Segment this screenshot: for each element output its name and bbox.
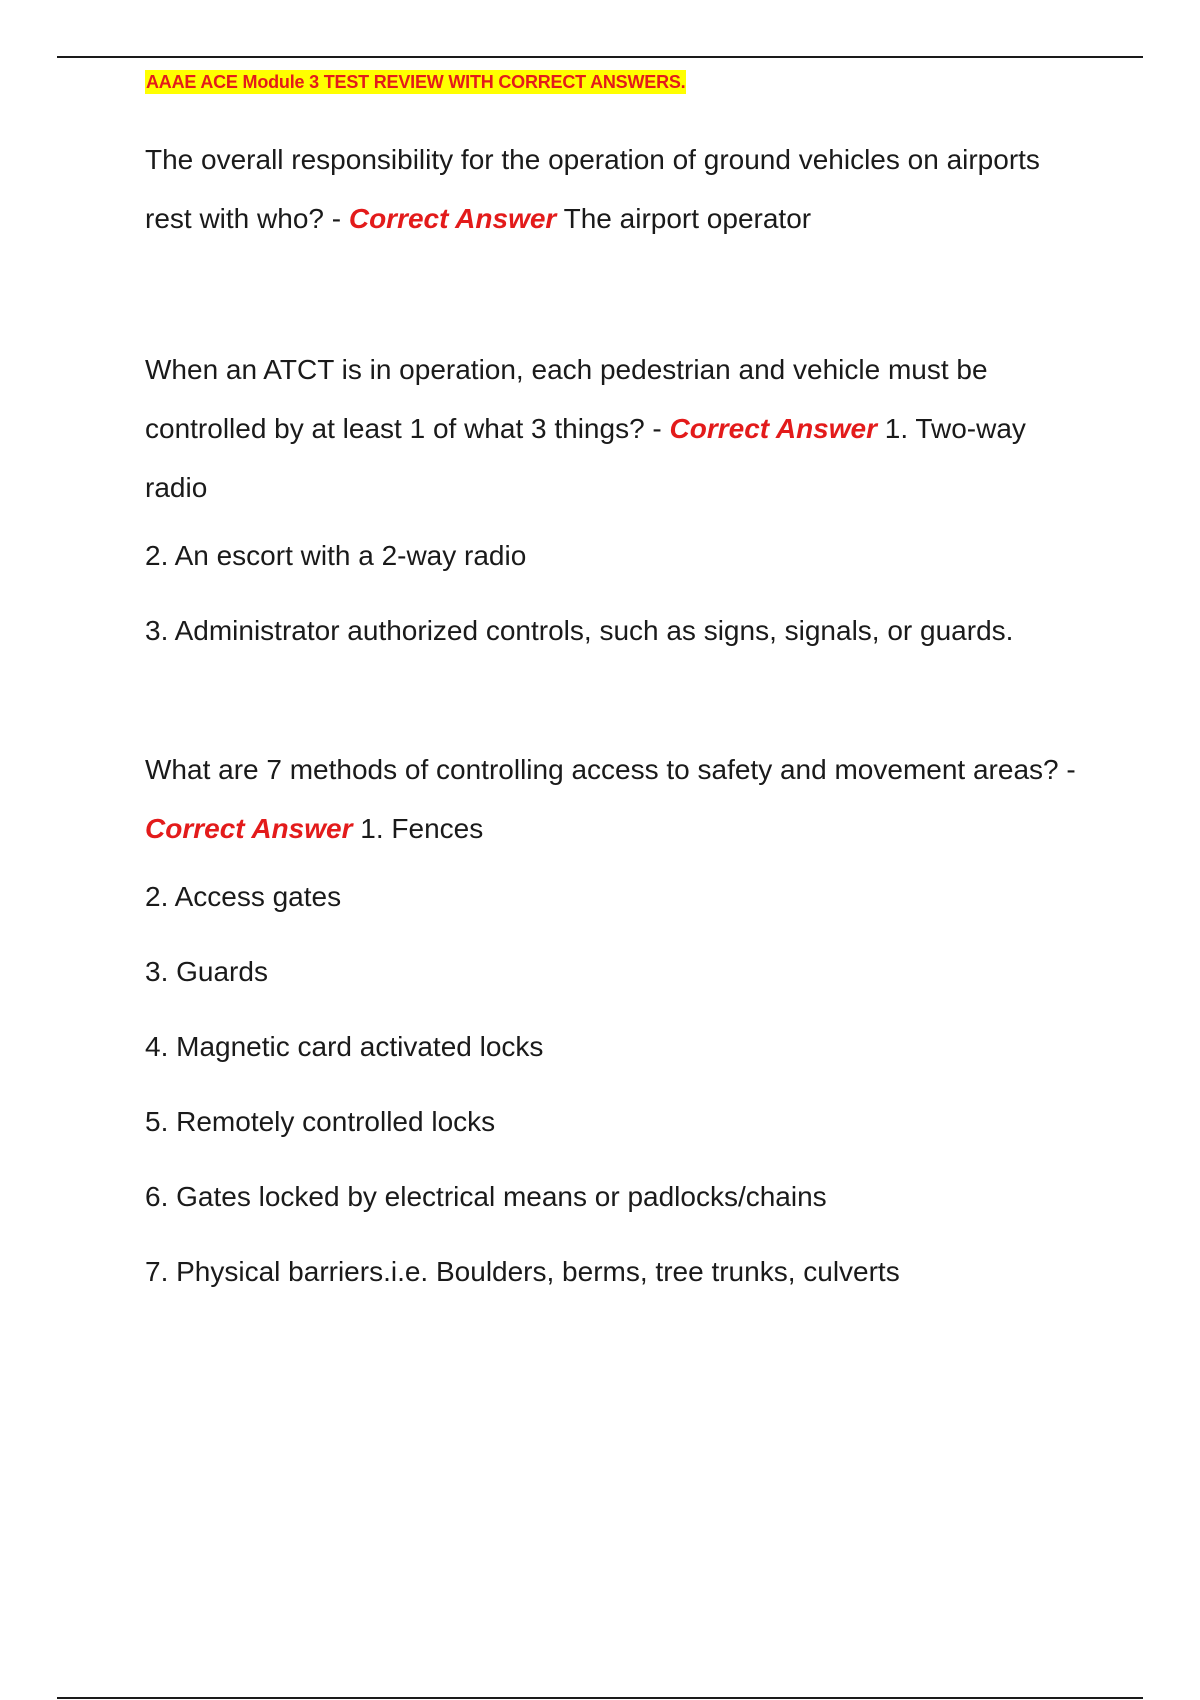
question-block-2 <box>145 340 1085 517</box>
correct-answer-label: Correct Answer <box>145 813 353 844</box>
question-text: The overall responsibility for the operation of ground vehicles on airports rest with who? - <box>145 144 1040 234</box>
question-block-1 <box>145 130 1085 248</box>
list-item: 2. Access gates <box>145 881 342 912</box>
question-text: When an ATCT is in operation, each pedestrian and vehicle must be controlled by at least 1 of what 3 things? - <box>145 354 988 444</box>
list-item: 6. Gates locked by electrical means or padlocks/chains <box>145 1181 827 1212</box>
bottom-rule <box>57 1697 1143 1699</box>
top-rule <box>57 56 1143 58</box>
list-item: 4. Magnetic card activated locks <box>145 1031 544 1062</box>
list-item: 2. An escort with a 2-way radio <box>145 540 527 571</box>
correct-answer-label: Correct Answer <box>669 413 878 444</box>
list-item: 3. Administrator authorized controls, such as signs, signals, or guards. <box>145 615 1014 646</box>
question-block-3 <box>145 740 1085 858</box>
correct-answer-label: Correct Answer <box>348 203 557 234</box>
document-body <box>145 70 1085 1289</box>
answer-text: The airport operator <box>563 203 812 234</box>
list-item: 5. Remotely controlled locks <box>145 1106 496 1137</box>
answer-text: 1. Two-way radio <box>145 413 1026 503</box>
question-text: What are 7 methods of controlling access to safety and movement areas? - <box>145 754 1076 785</box>
answer-text: 1. Fences <box>360 813 484 844</box>
list-item: 7. Physical barriers.i.e. Boulders, berms, tree trunks, culverts <box>145 1256 900 1287</box>
list-item: 3. Guards <box>145 956 268 987</box>
document-title: AAAE ACE Module 3 TEST REVIEW WITH CORRECT ANSWERS. <box>146 72 686 92</box>
